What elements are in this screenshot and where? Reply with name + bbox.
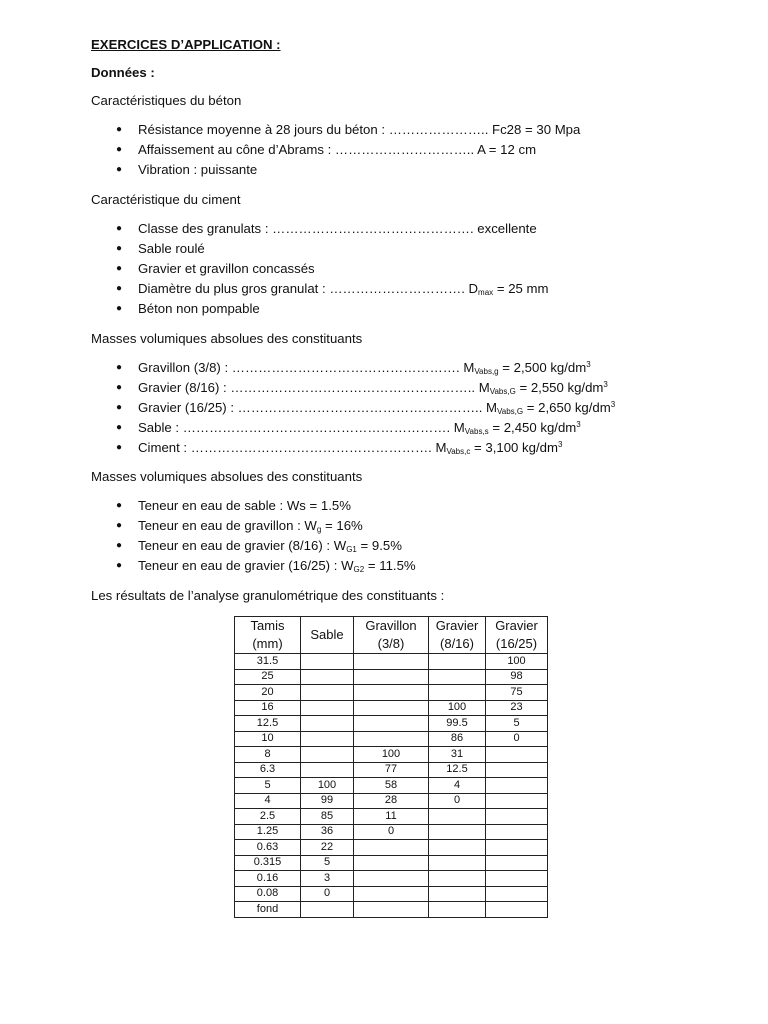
table-header-row (235, 617, 548, 654)
item-superscript: 3 (557, 440, 563, 449)
item-text-value: = 2,500 kg/dm (498, 360, 587, 375)
list-item-text (138, 400, 615, 416)
table-cell (354, 654, 429, 670)
table-cell (354, 902, 429, 918)
item-subscript: Vabs,G (497, 407, 524, 416)
item-text-main: Gravier (16/25) : ……………………………………………….. M (138, 400, 498, 415)
item-text-main: Teneur en eau de gravier (8/16) : W (138, 538, 347, 553)
item-text-main: Béton non pompable (138, 301, 260, 316)
table-cell: 8 (235, 747, 301, 763)
table-cell (429, 669, 486, 685)
table-row (235, 855, 548, 871)
table-cell (301, 731, 354, 747)
header-tamis: Tamis (mm) (235, 617, 301, 654)
section-heading-teneur: Masses volumiques absolues des constituants (91, 469, 363, 484)
item-subscript: Vabs,G (489, 387, 516, 396)
item-subscript: G1 (346, 545, 357, 554)
item-text-value: = 2,650 kg/dm (523, 400, 611, 415)
item-subscript: G2 (353, 565, 365, 574)
table-cell (354, 685, 429, 701)
document-title: EXERCICES D’APPLICATION : (91, 37, 281, 52)
table-row (235, 871, 548, 887)
table-cell: 85 (301, 809, 354, 825)
header-sable: Sable (301, 617, 354, 654)
table-cell (429, 886, 486, 902)
bullet-icon: ● (115, 500, 123, 511)
table-cell: 11 (354, 809, 429, 825)
item-text-main: Teneur en eau de sable : Ws = 1.5% (138, 498, 351, 513)
list-item-text (138, 440, 562, 456)
table-cell: 86 (429, 731, 486, 747)
list-item-text (138, 241, 205, 257)
table-cell (429, 654, 486, 670)
list-item-text (138, 558, 416, 574)
item-subscript: Vabs,s (464, 427, 489, 436)
table-cell: 25 (235, 669, 301, 685)
table-cell: 0 (486, 731, 548, 747)
table-cell: 5 (235, 778, 301, 794)
table-cell: 3 (301, 871, 354, 887)
table-cell: 100 (486, 654, 548, 670)
list-item-text (138, 380, 608, 396)
table-row (235, 793, 548, 809)
table-cell: 0.63 (235, 840, 301, 856)
table-row (235, 840, 548, 856)
item-text-value: = 16% (321, 518, 363, 533)
bullet-icon: ● (115, 560, 123, 571)
table-cell (354, 716, 429, 732)
item-text-main: Teneur en eau de gravillon : W (138, 518, 317, 533)
list-item-text (138, 538, 402, 554)
list-item-text (138, 518, 363, 534)
section-heading-beton: Caractéristiques du béton (91, 93, 242, 108)
list-item-text (138, 360, 591, 376)
list-item-text (138, 162, 257, 178)
table-row (235, 685, 548, 701)
table-cell (354, 886, 429, 902)
table-cell (429, 840, 486, 856)
table-cell: 1.25 (235, 824, 301, 840)
table-cell (486, 840, 548, 856)
table-row (235, 902, 548, 918)
table-cell (301, 669, 354, 685)
table-cell: 10 (235, 731, 301, 747)
item-text-value: = 3,100 kg/dm (470, 440, 558, 455)
list-item-text (138, 498, 351, 514)
table-cell (486, 902, 548, 918)
item-text-main: Classe des granulats : ………………………………………. excellente (138, 221, 537, 236)
table-cell (486, 855, 548, 871)
table-row (235, 762, 548, 778)
item-text-main: Diamètre du plus gros granulat : …………………………. D (138, 281, 479, 296)
section-heading-ciment: Caractéristique du ciment (91, 192, 241, 207)
item-text-value: = 2,450 kg/dm (488, 420, 577, 435)
table-cell (486, 762, 548, 778)
table-row (235, 669, 548, 685)
table-row (235, 886, 548, 902)
table-intro: Les résultats de l’analyse granulométrique des constituants : (91, 588, 445, 603)
table-cell (354, 669, 429, 685)
table-cell: 100 (429, 700, 486, 716)
table-cell (301, 902, 354, 918)
bullet-icon: ● (115, 243, 123, 254)
table-cell (486, 871, 548, 887)
table-cell (301, 654, 354, 670)
table-cell: 20 (235, 685, 301, 701)
list-item-text (138, 142, 536, 158)
table-cell: 100 (354, 747, 429, 763)
table-cell (354, 700, 429, 716)
table-cell (354, 871, 429, 887)
table-row (235, 809, 548, 825)
list-item-text (138, 420, 581, 436)
bullet-icon: ● (115, 540, 123, 551)
item-text-main: Affaissement au cône d’Abrams : ………………………….. A = 12 cm (138, 142, 537, 157)
header-gravier-8-16: Gravier (8/16) (429, 617, 486, 654)
item-subscript: g (316, 525, 322, 534)
item-text-main: Gravillon (3/8) : ……………………………………………. M (138, 360, 475, 375)
item-text-main: Résistance moyenne à 28 jours du béton : ………………….. Fc28 = 30 Mpa (138, 122, 581, 137)
table-cell: 31.5 (235, 654, 301, 670)
bullet-icon: ● (115, 263, 123, 274)
table-cell: 0 (301, 886, 354, 902)
table-cell: 23 (486, 700, 548, 716)
table-cell: fond (235, 902, 301, 918)
item-subscript: Vabs,c (446, 447, 471, 456)
table-cell: 16 (235, 700, 301, 716)
table-cell (429, 871, 486, 887)
item-text-main: Gravier (8/16) : ……………………………………………….. M (138, 380, 490, 395)
table-cell (301, 685, 354, 701)
table-cell (354, 855, 429, 871)
list-item-text (138, 281, 549, 297)
table-cell (429, 855, 486, 871)
table-cell: 31 (429, 747, 486, 763)
table-cell: 4 (235, 793, 301, 809)
item-text-value: = 25 mm (493, 281, 549, 296)
item-text-value: = 11.5% (364, 558, 416, 573)
item-superscript: 3 (603, 380, 608, 389)
section-heading-masses: Masses volumiques absolues des constituants (91, 331, 363, 346)
item-subscript: max (478, 288, 494, 297)
table-cell: 5 (486, 716, 548, 732)
table-cell: 58 (354, 778, 429, 794)
table-cell (486, 824, 548, 840)
table-cell (486, 809, 548, 825)
header-gravillon: Gravillon (3/8) (354, 617, 429, 654)
bullet-icon: ● (115, 442, 123, 453)
table-row (235, 654, 548, 670)
table-cell: 12.5 (235, 716, 301, 732)
list-item-text (138, 122, 580, 138)
item-text-main: Gravier et gravillon concassés (138, 261, 315, 276)
bullet-icon: ● (115, 124, 123, 135)
table-cell (429, 809, 486, 825)
table-cell (301, 747, 354, 763)
table-cell: 0.08 (235, 886, 301, 902)
table-row (235, 778, 548, 794)
item-text-main: Vibration : puissante (138, 162, 258, 177)
table-cell: 0.315 (235, 855, 301, 871)
bullet-icon: ● (115, 223, 123, 234)
table-cell (486, 793, 548, 809)
list-item-text (138, 301, 260, 317)
table-cell: 5 (301, 855, 354, 871)
item-superscript: 3 (610, 400, 616, 409)
table-cell: 36 (301, 824, 354, 840)
table-cell (429, 824, 486, 840)
table-row (235, 747, 548, 763)
item-text-main: Ciment : ………………………………………………. M (138, 440, 447, 455)
table-cell: 0.16 (235, 871, 301, 887)
bullet-icon: ● (115, 382, 123, 393)
bullet-icon: ● (115, 144, 123, 155)
item-text-main: Sable : ……………………………………………………. M (138, 420, 465, 435)
item-text-value: = 2,550 kg/dm (515, 380, 604, 395)
table-cell (429, 902, 486, 918)
table-body (235, 654, 548, 918)
table-cell (354, 731, 429, 747)
list-item-text (138, 261, 315, 277)
table-cell (301, 716, 354, 732)
table-cell: 0 (354, 824, 429, 840)
item-text-value: = 9.5% (356, 538, 402, 553)
table-cell: 4 (429, 778, 486, 794)
table-cell: 0 (429, 793, 486, 809)
table-cell (429, 685, 486, 701)
table-row (235, 731, 548, 747)
table-row (235, 700, 548, 716)
table-cell (486, 886, 548, 902)
bullet-icon: ● (115, 362, 123, 373)
item-subscript: Vabs,g (474, 367, 499, 376)
table-cell: 98 (486, 669, 548, 685)
table-cell: 2.5 (235, 809, 301, 825)
item-text-main: Sable roulé (138, 241, 205, 256)
bullet-icon: ● (115, 303, 123, 314)
table-cell (301, 700, 354, 716)
bullet-icon: ● (115, 520, 123, 531)
table-cell: 99 (301, 793, 354, 809)
table-cell (354, 840, 429, 856)
bullet-icon: ● (115, 283, 123, 294)
item-superscript: 3 (576, 420, 581, 429)
table-row (235, 716, 548, 732)
table-cell: 77 (354, 762, 429, 778)
table-cell (486, 778, 548, 794)
table-cell (486, 747, 548, 763)
bullet-icon: ● (115, 402, 123, 413)
table-cell: 99.5 (429, 716, 486, 732)
table-cell: 100 (301, 778, 354, 794)
table-cell: 6.3 (235, 762, 301, 778)
table-cell: 75 (486, 685, 548, 701)
table-cell (301, 762, 354, 778)
list-item-text (138, 221, 537, 237)
header-gravier-16-25: Gravier (16/25) (486, 617, 548, 654)
table-cell: 28 (354, 793, 429, 809)
item-superscript: 3 (586, 360, 591, 369)
bullet-icon: ● (115, 164, 123, 175)
table-row (235, 824, 548, 840)
item-text-main: Teneur en eau de gravier (16/25) : W (138, 558, 354, 573)
table-cell: 22 (301, 840, 354, 856)
table-cell: 12.5 (429, 762, 486, 778)
bullet-icon: ● (115, 422, 123, 433)
granulometry-table (234, 616, 548, 918)
donnees-label: Données : (91, 65, 155, 80)
